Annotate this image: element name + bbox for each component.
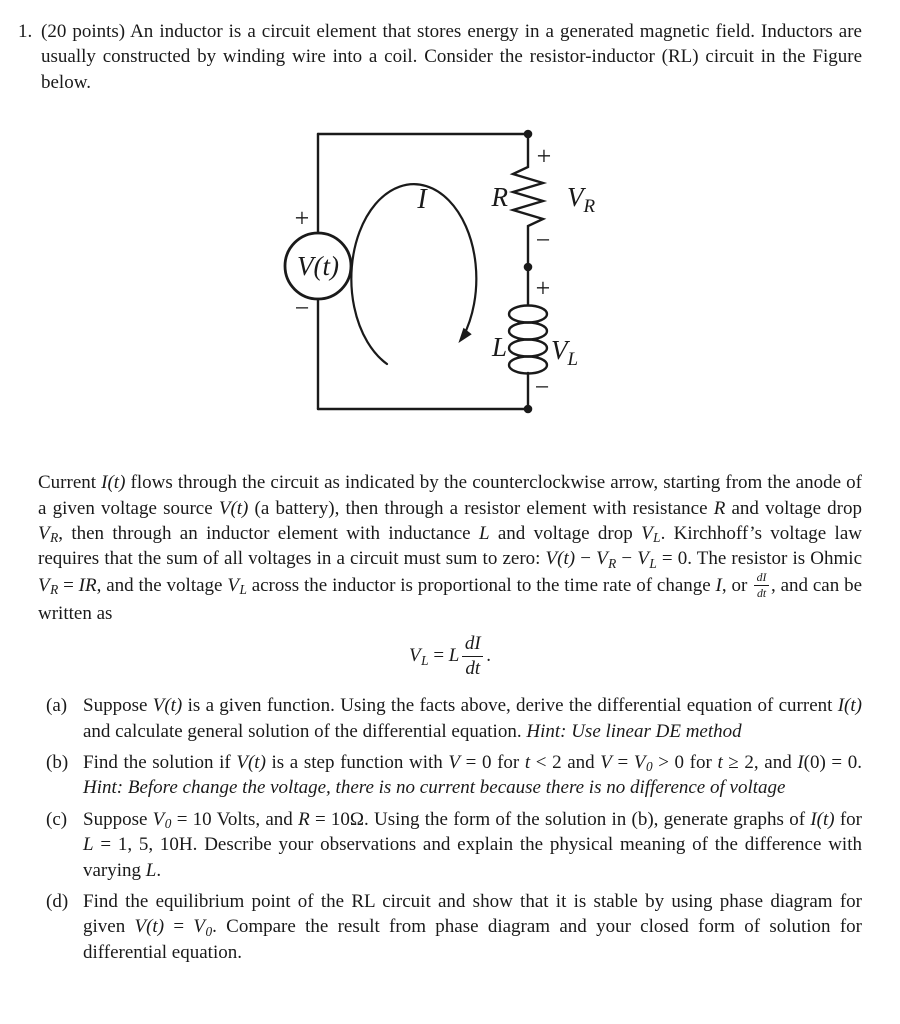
inductor-minus-sign: − <box>534 372 550 402</box>
equation-content: $V_L = L$ $\frac{dI}{dt}$ . <box>409 632 491 680</box>
current-arrowhead <box>458 328 471 343</box>
inductor-plus-sign: + <box>535 273 551 303</box>
circuit-figure <box>270 124 640 424</box>
part-body: Find the solution if V(t) is a step function with V = 0 for t < 2 and $V = V_0 > 0$ for t ≥ 2, and I(0) = 0. Hint: Before change the voltage, there is no current because there is no difference of voltage <box>83 752 862 799</box>
inductor-label: L <box>491 332 507 363</box>
current-label: I <box>417 184 427 216</box>
resistor-voltage-label: $V_R$ <box>567 182 596 218</box>
part-label: (b) <box>46 752 69 774</box>
question-parts <box>38 693 862 965</box>
part-label: (a) <box>46 695 68 717</box>
part-item-b <box>46 750 862 801</box>
node-dot-top <box>524 130 533 139</box>
part-item-c <box>46 807 862 883</box>
part-label: (d) <box>46 891 69 913</box>
resistor-minus-sign: − <box>535 225 551 255</box>
inductor-coil-loop <box>509 340 547 357</box>
inductor-voltage-label: $V_L$ <box>551 335 579 371</box>
node-dot-middle <box>524 263 533 272</box>
current-arrow <box>351 184 476 364</box>
inductor-coil-loop <box>509 357 547 374</box>
source-plus-sign: + <box>294 203 310 233</box>
node-dot-bottom <box>524 405 533 414</box>
part-item-a <box>46 693 862 744</box>
part-body: Find the equilibrium point of the RL circuit and show that it is stable by using phase diagram for given $V(t) = V_0$. Compare the result from phase diagram and your closed form of solution for differential equation. <box>83 891 862 963</box>
source-label: V(t) <box>297 251 339 282</box>
part-label: (c) <box>46 808 68 830</box>
resistor-label: R <box>491 182 508 213</box>
inductor-coil-loop <box>509 323 547 340</box>
inductor-voltage-equation <box>38 633 862 682</box>
part-body: Suppose $V_0 = 10$ Volts, and R = 10Ω. Using the form of the solution in (b), generate graphs of I(t) for L = 1, 5, 10H. Describe your observations and explain the physical meaning of the difference with varying L. <box>83 808 862 881</box>
part-item-d <box>46 889 862 965</box>
problem-number: 1. <box>18 21 33 42</box>
source-minus-sign: − <box>294 293 310 323</box>
description-paragraph: Current I(t) flows through the circuit as indicated by the counterclockwise arrow, starting from the anode of a given voltage source V(t) (a battery), then through a resistor element with resistance R and voltage drop $V_R$, then through an inductor element with inductance L and voltage drop $V_L$. Kirchhoff’s voltage law requires that the sum of all voltages in a circuit must sum to zero: $V(t) - V_R - V_L = 0$. The resistor is Ohmic $V_R$ = IR, and the voltage $V_L$ across the inductor is proportional to the time rate of change I, or $\frac{dI}{dt}$ , and can be written as <box>38 472 863 625</box>
inductor-coil-loop <box>509 306 547 323</box>
problem-item <box>18 19 862 95</box>
resistor-plus-sign: + <box>536 141 552 171</box>
part-body: Suppose V(t) is a given function. Using the facts above, derive the differential equation of current I(t) and calculate general solution of the differential equation. Hint: Use linear DE method <box>83 695 862 742</box>
problem-statement: (20 points) An inductor is a circuit element that stores energy in a generated magnetic field. Inductors are usually constructed by winding wire into a coil. Consider the resistor-inductor (RL) circuit in the Figure below. <box>41 21 862 93</box>
